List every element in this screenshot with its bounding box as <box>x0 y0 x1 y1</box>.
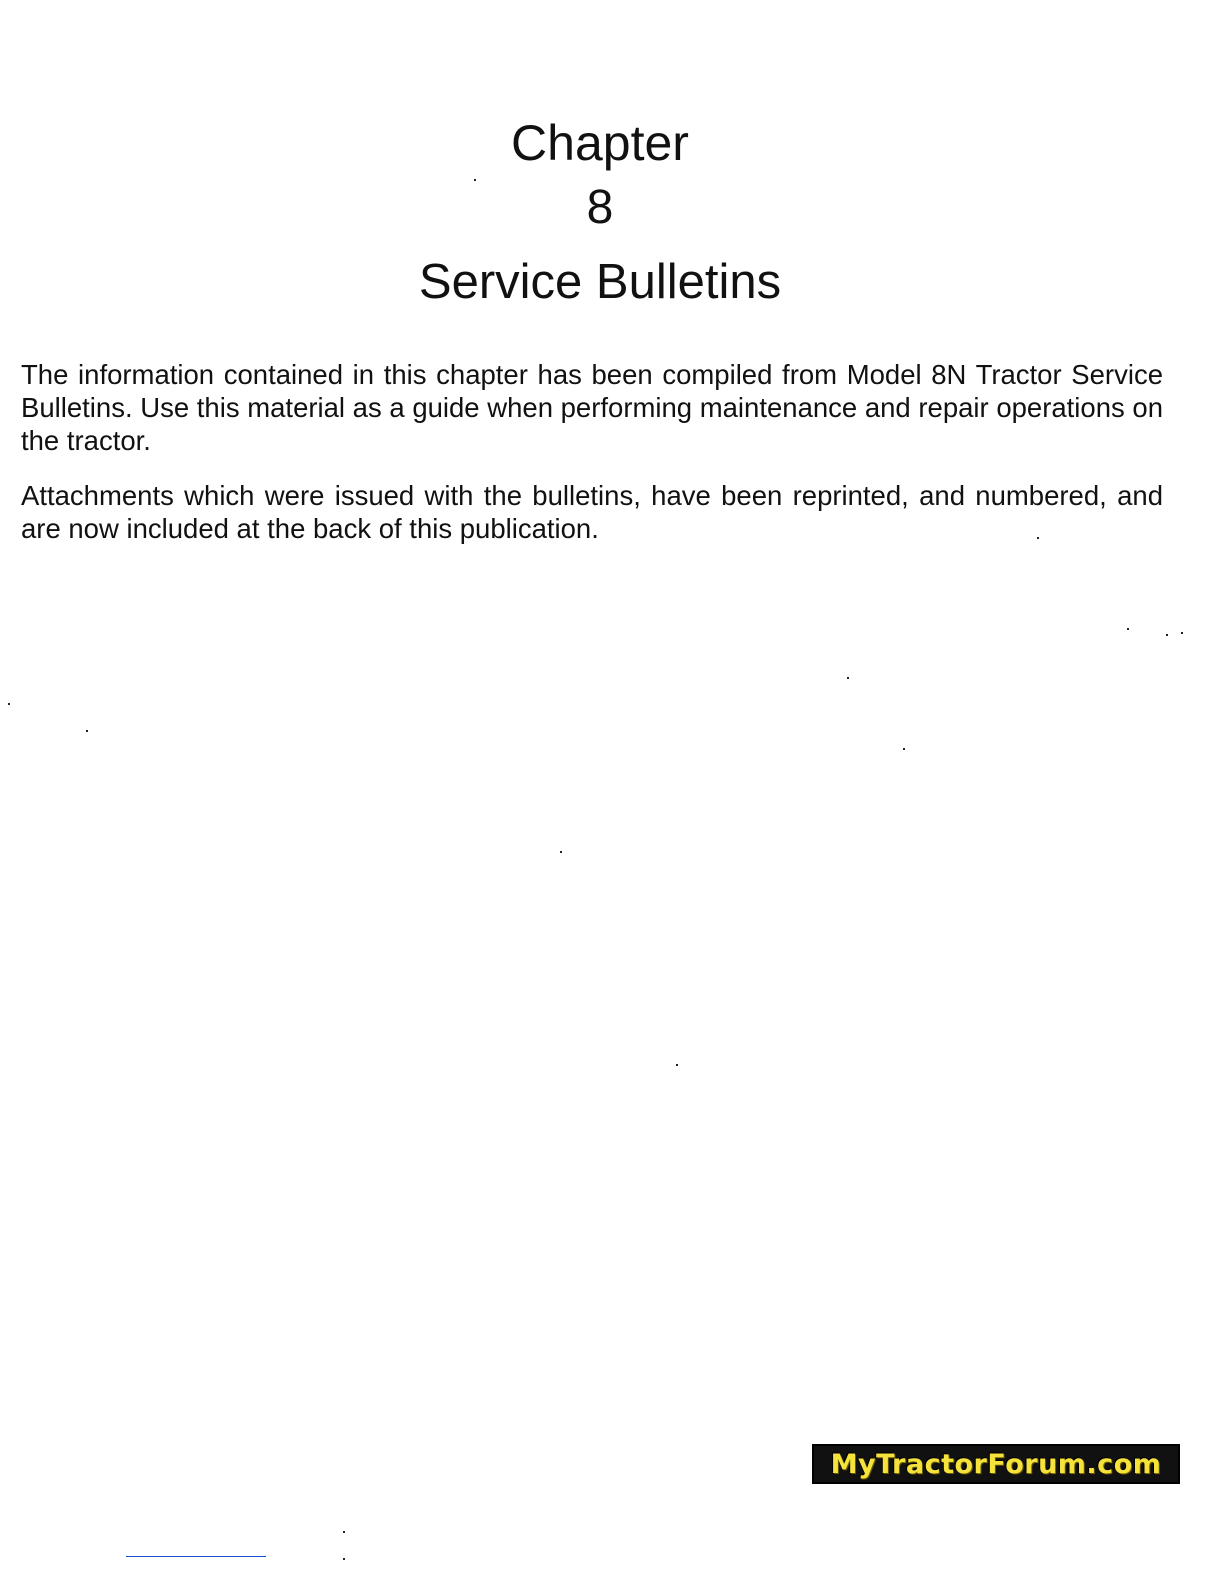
chapter-label: Chapter <box>511 115 689 171</box>
scan-speck <box>86 730 88 732</box>
scan-speck <box>8 703 10 705</box>
intro-paragraph: The information contained in this chapter has been compiled from Model 8N Tractor Service Bulletins. Use this material as a guide when performing maintenance and repair operations on the tractor. <box>21 359 1163 456</box>
scan-speck <box>1181 632 1183 634</box>
scan-speck <box>847 677 849 679</box>
scan-speck <box>1127 628 1129 630</box>
scan-speck <box>343 1558 345 1560</box>
scan-speck <box>1166 634 1168 636</box>
scan-speck <box>676 1064 678 1066</box>
logo-text: MyTractorForum.com <box>830 1448 1162 1480</box>
attachments-paragraph: Attachments which were issued with the bulletins, have been reprinted, and numbered, and are now included at the back of this publication. <box>21 480 1163 544</box>
scan-speck <box>474 179 476 181</box>
scan-speck <box>903 748 905 750</box>
scan-speck <box>560 851 562 853</box>
scan-speck <box>343 1531 345 1533</box>
chapter-body <box>21 358 1163 567</box>
footer-rule <box>126 1556 266 1557</box>
chapter-heading <box>0 110 1200 312</box>
mytractorforum-logo <box>812 1444 1180 1484</box>
chapter-title: Service Bulletins <box>418 255 782 309</box>
chapter-number: 8 <box>586 181 614 234</box>
scan-speck <box>1037 537 1039 539</box>
